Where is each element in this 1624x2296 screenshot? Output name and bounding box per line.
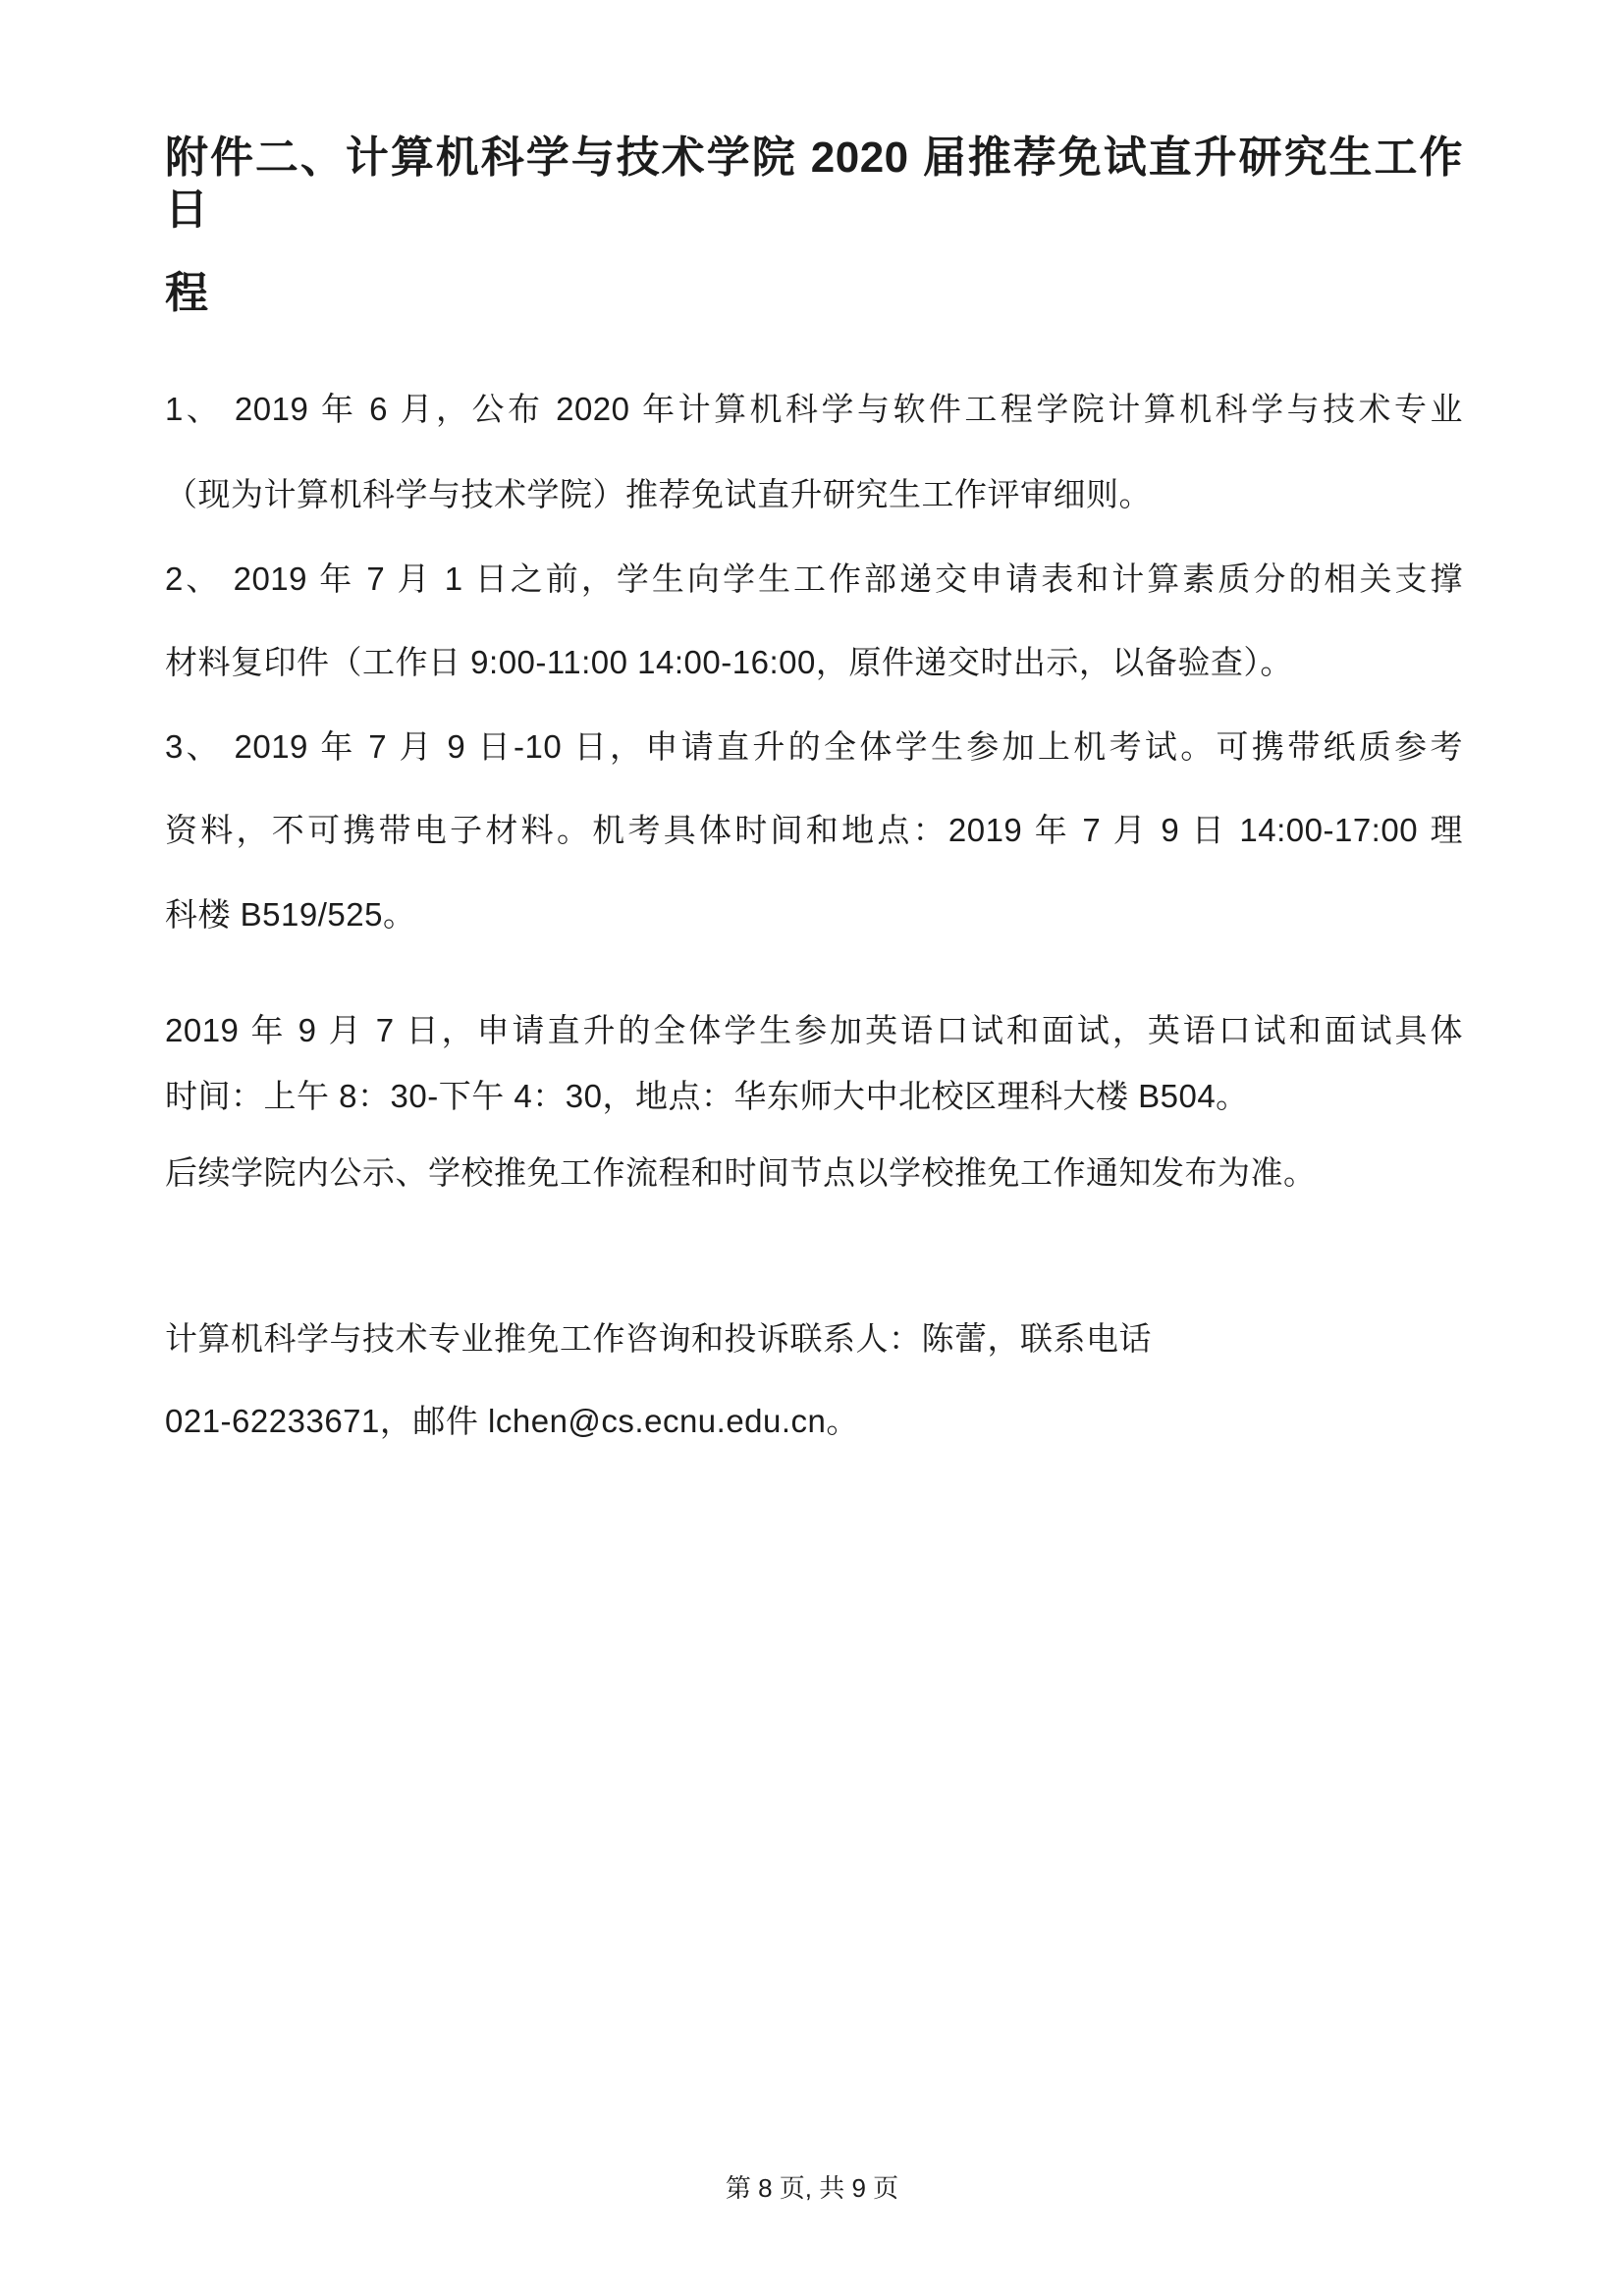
paragraph-4-line-1: 2019 年 9 月 7 日，申请直升的全体学生参加英语口试和面试，英语口试和面试具体 xyxy=(165,1012,1463,1048)
paragraph-2-line-1: 2、 2019 年 7 月 1 日之前，学生向学生工作部递交申请表和计算素质分的相关支撑 xyxy=(165,561,1463,597)
document-title-line-2: 程 xyxy=(165,269,209,317)
paragraph-2-line-2: 材料复印件（工作日 9:00-11:00 14:00-16:00，原件递交时出示，以备验查）。 xyxy=(165,644,1293,680)
document-title-line-1: 附件二、计算机科学与技术学院 2020 届推荐免试直升研究生工作日 xyxy=(165,133,1463,234)
paragraph-5-line-1: 后续学院内公示、学校推免工作流程和时间节点以学校推免工作通知发布为准。 xyxy=(165,1154,1317,1191)
paragraph-1-line-1: 1、 2019 年 6 月，公布 2020 年计算机科学与软件工程学院计算机科学与技术专业 xyxy=(165,391,1463,427)
paragraph-3-line-3: 科楼 B519/525。 xyxy=(165,896,416,933)
paragraph-1-line-2: （现为计算机科学与技术学院）推荐免试直升研究生工作评审细则。 xyxy=(165,476,1152,512)
page-number-footer: 第 8 页, 共 9 页 xyxy=(725,2173,899,2203)
contact-info-line-1: 计算机科学与技术专业推免工作咨询和投诉联系人：陈蕾，联系电话 xyxy=(165,1320,1152,1357)
contact-info-line-2: 021-62233671，邮件 lchen@cs.ecnu.edu.cn。 xyxy=(165,1403,859,1439)
paragraph-3-line-1: 3、 2019 年 7 月 9 日-10 日，申请直升的全体学生参加上机考试。可携带纸质参考 xyxy=(165,728,1463,765)
paragraph-3-line-2: 资料，不可携带电子材料。机考具体时间和地点：2019 年 7 月 9 日 14:00-17:00 理 xyxy=(165,812,1463,848)
paragraph-4-line-2: 时间：上午 8：30-下午 4：30，地点：华东师大中北校区理科大楼 B504。 xyxy=(165,1078,1249,1114)
